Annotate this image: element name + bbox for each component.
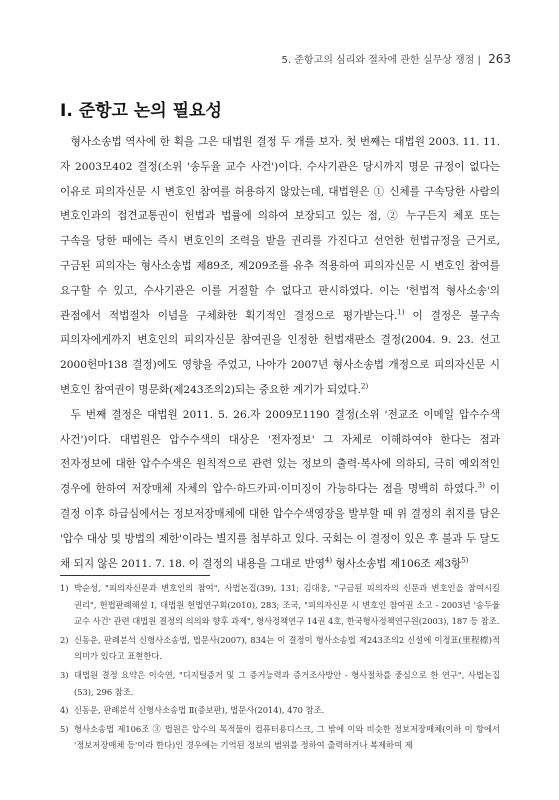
- footnote-mark-4[interactable]: 4): [324, 556, 333, 565]
- footnote-mark-5[interactable]: 5): [461, 556, 469, 565]
- footnote-mark-1[interactable]: 1): [397, 308, 405, 317]
- footnote-item: [60, 667, 500, 700]
- running-title: 5. 준항고의 심리와 절차에 관한 실무상 쟁점: [281, 55, 475, 66]
- paragraph-1-tail: 이 결정은 불구속 피의자에게까지 변호인의 피의자신문 참여권을 인정한 헌법재판소 결정(2004. 9. 23. 선고 2000헌마138 결정)에도 영향을 주었고, 나아가 2007년 형사소송법 개정으로 피의자신문 시 변호인 참여권이 명문화(제243조의2)되는 중요한 계기가 되었다.: [60, 309, 500, 396]
- paragraph-2: [60, 403, 500, 577]
- footnote-number: 4): [60, 705, 69, 716]
- footnote-text: 박순성, "피의자신문과 변호인의 참여", 사법논집(39), 131; 김대웅, "구금된 피의자의 신문과 변호인을 참여시킬 권리", 헌법판례해설 Ⅰ, 대법원 헌법연구회(2010), 283; 조국, "피의자신문 시 변호인 참여권 소고 - 2003년 '송두율 교수 사건' 관련 대법원 결정의 의의와 향후 과제", 형사정책연구 14권 4호, 한국형사정책연구원(2003), 187 등 참조.: [74, 583, 500, 627]
- running-header: [60, 51, 511, 66]
- paragraph-2-tail: 이 결정 이후 하급심에서는 정보저장매체에 대한 압수수색영장을 발부할 때 위 결정의 취지를 담은 '압수 대상 및 방법의 제한'이라는 별지를 첨부하고 있다. 국회는 이 결정이 있은 후 불과 두 달도 채 되지 않은 2011. 7. 18. 이 결정의 내용을 그대로 반영: [60, 483, 500, 570]
- footnote-number: 2): [60, 634, 69, 645]
- body-text: [60, 130, 500, 576]
- footnote-mark-3[interactable]: 3): [477, 481, 485, 490]
- footnote-number: 1): [60, 583, 69, 593]
- footnote-item: [60, 702, 500, 719]
- footnote-item: [60, 721, 500, 754]
- paragraph-1-text: 형사소송법 역사에 한 획을 그은 대법원 결정 두 개를 보자. 첫 번째는 대법원 2003. 11. 11.자 2003모402 결정(소위 '송두율 교수 사건')이다. 수사기관은 당시까지 명문 규정이 없다는 이유로 피의자신문 시 변호인 참여를 허용하지 않았는데, 대법원은 ① 신체를 구속당한 사람의 변호인과의 접견교통권이 헌법과 법률에 의하여 보장되고 있는 점, ② 누구든지 체포 또는 구속을 당한 때에는 즉시 변호인의 조력을 받을 권리를 가진다고 선언한 헌법규정을 근거로, 구금된 피의자는 형사소송법 제89조, 제209조를 유추 적용하여 피의자신문 시 변호인 참여를 요구할 수 있고, 수사기관은 이를 거절할 수 없다고 판시하였다. 이는 '헌법적 형사소송'의 관점에서 적법절차 이념을 구체화한 획기적인 결정으로 평가받는다.: [60, 136, 500, 322]
- footnote-number: 5): [60, 723, 69, 734]
- footnote-divider: [60, 575, 210, 576]
- footnote-text: 대법원 결정 요약은 이숙연, "디지털증거 및 그 증거능력과 증거조사방안 - 형사절차를 중심으로 한 연구", 사법논집(53), 296 참조.: [74, 669, 500, 697]
- paragraph-1: [60, 130, 500, 403]
- footnote-mark-2[interactable]: 2): [361, 382, 369, 391]
- footnote-item: [60, 580, 500, 630]
- header-separator: |: [477, 55, 481, 66]
- footnotes: [60, 580, 500, 756]
- footnote-text: 형사소송법 제106조 ③ 법원은 압수의 목적물이 컴퓨터용디스크, 그 밖에 이와 비슷한 정보저장매체(이하 이 항에서 '정보저장매체 등'이라 한다)인 경우에는 기억된 정보의 범위를 정하여 출력하거나 복제하여 제: [74, 723, 500, 751]
- section-title: Ⅰ. 준항고 논의 필요성: [60, 101, 222, 121]
- page-number: 263: [488, 52, 511, 66]
- footnote-text: 신동운, 판례분석 신형사소송법, 법문사(2007), 834는 이 결정이 형사소송법 제243조의2 신설에 이정표(里程標)적 의미가 있다고 표현한다.: [74, 634, 500, 662]
- paragraph-2-end: 형사소송법 제106조 제3항: [332, 557, 462, 570]
- footnote-item: [60, 632, 500, 665]
- footnote-text: 신동운, 판례분석 신형사소송법 Ⅱ(증보판), 법문사(2014), 470 참조.: [74, 705, 325, 716]
- paragraph-2-text: 두 번째 결정은 대법원 2011. 5. 26.자 2009모1190 결정(소위 '전교조 이메일 압수수색 사건')이다. 대법원은 압수수색의 대상은 '전자정보' 그 자체로 이해하여야 한다는 점과 전자정보에 대한 압수수색은 원칙적으로 관련 있는 정보의 출력·복사에 의하되, 극히 예외적인 경우에 한하여 저장매체 자체의 압수·하드카피·이미징이 가능하다는 점을 명백히 하였다.: [60, 408, 500, 496]
- footnote-number: 3): [60, 669, 69, 680]
